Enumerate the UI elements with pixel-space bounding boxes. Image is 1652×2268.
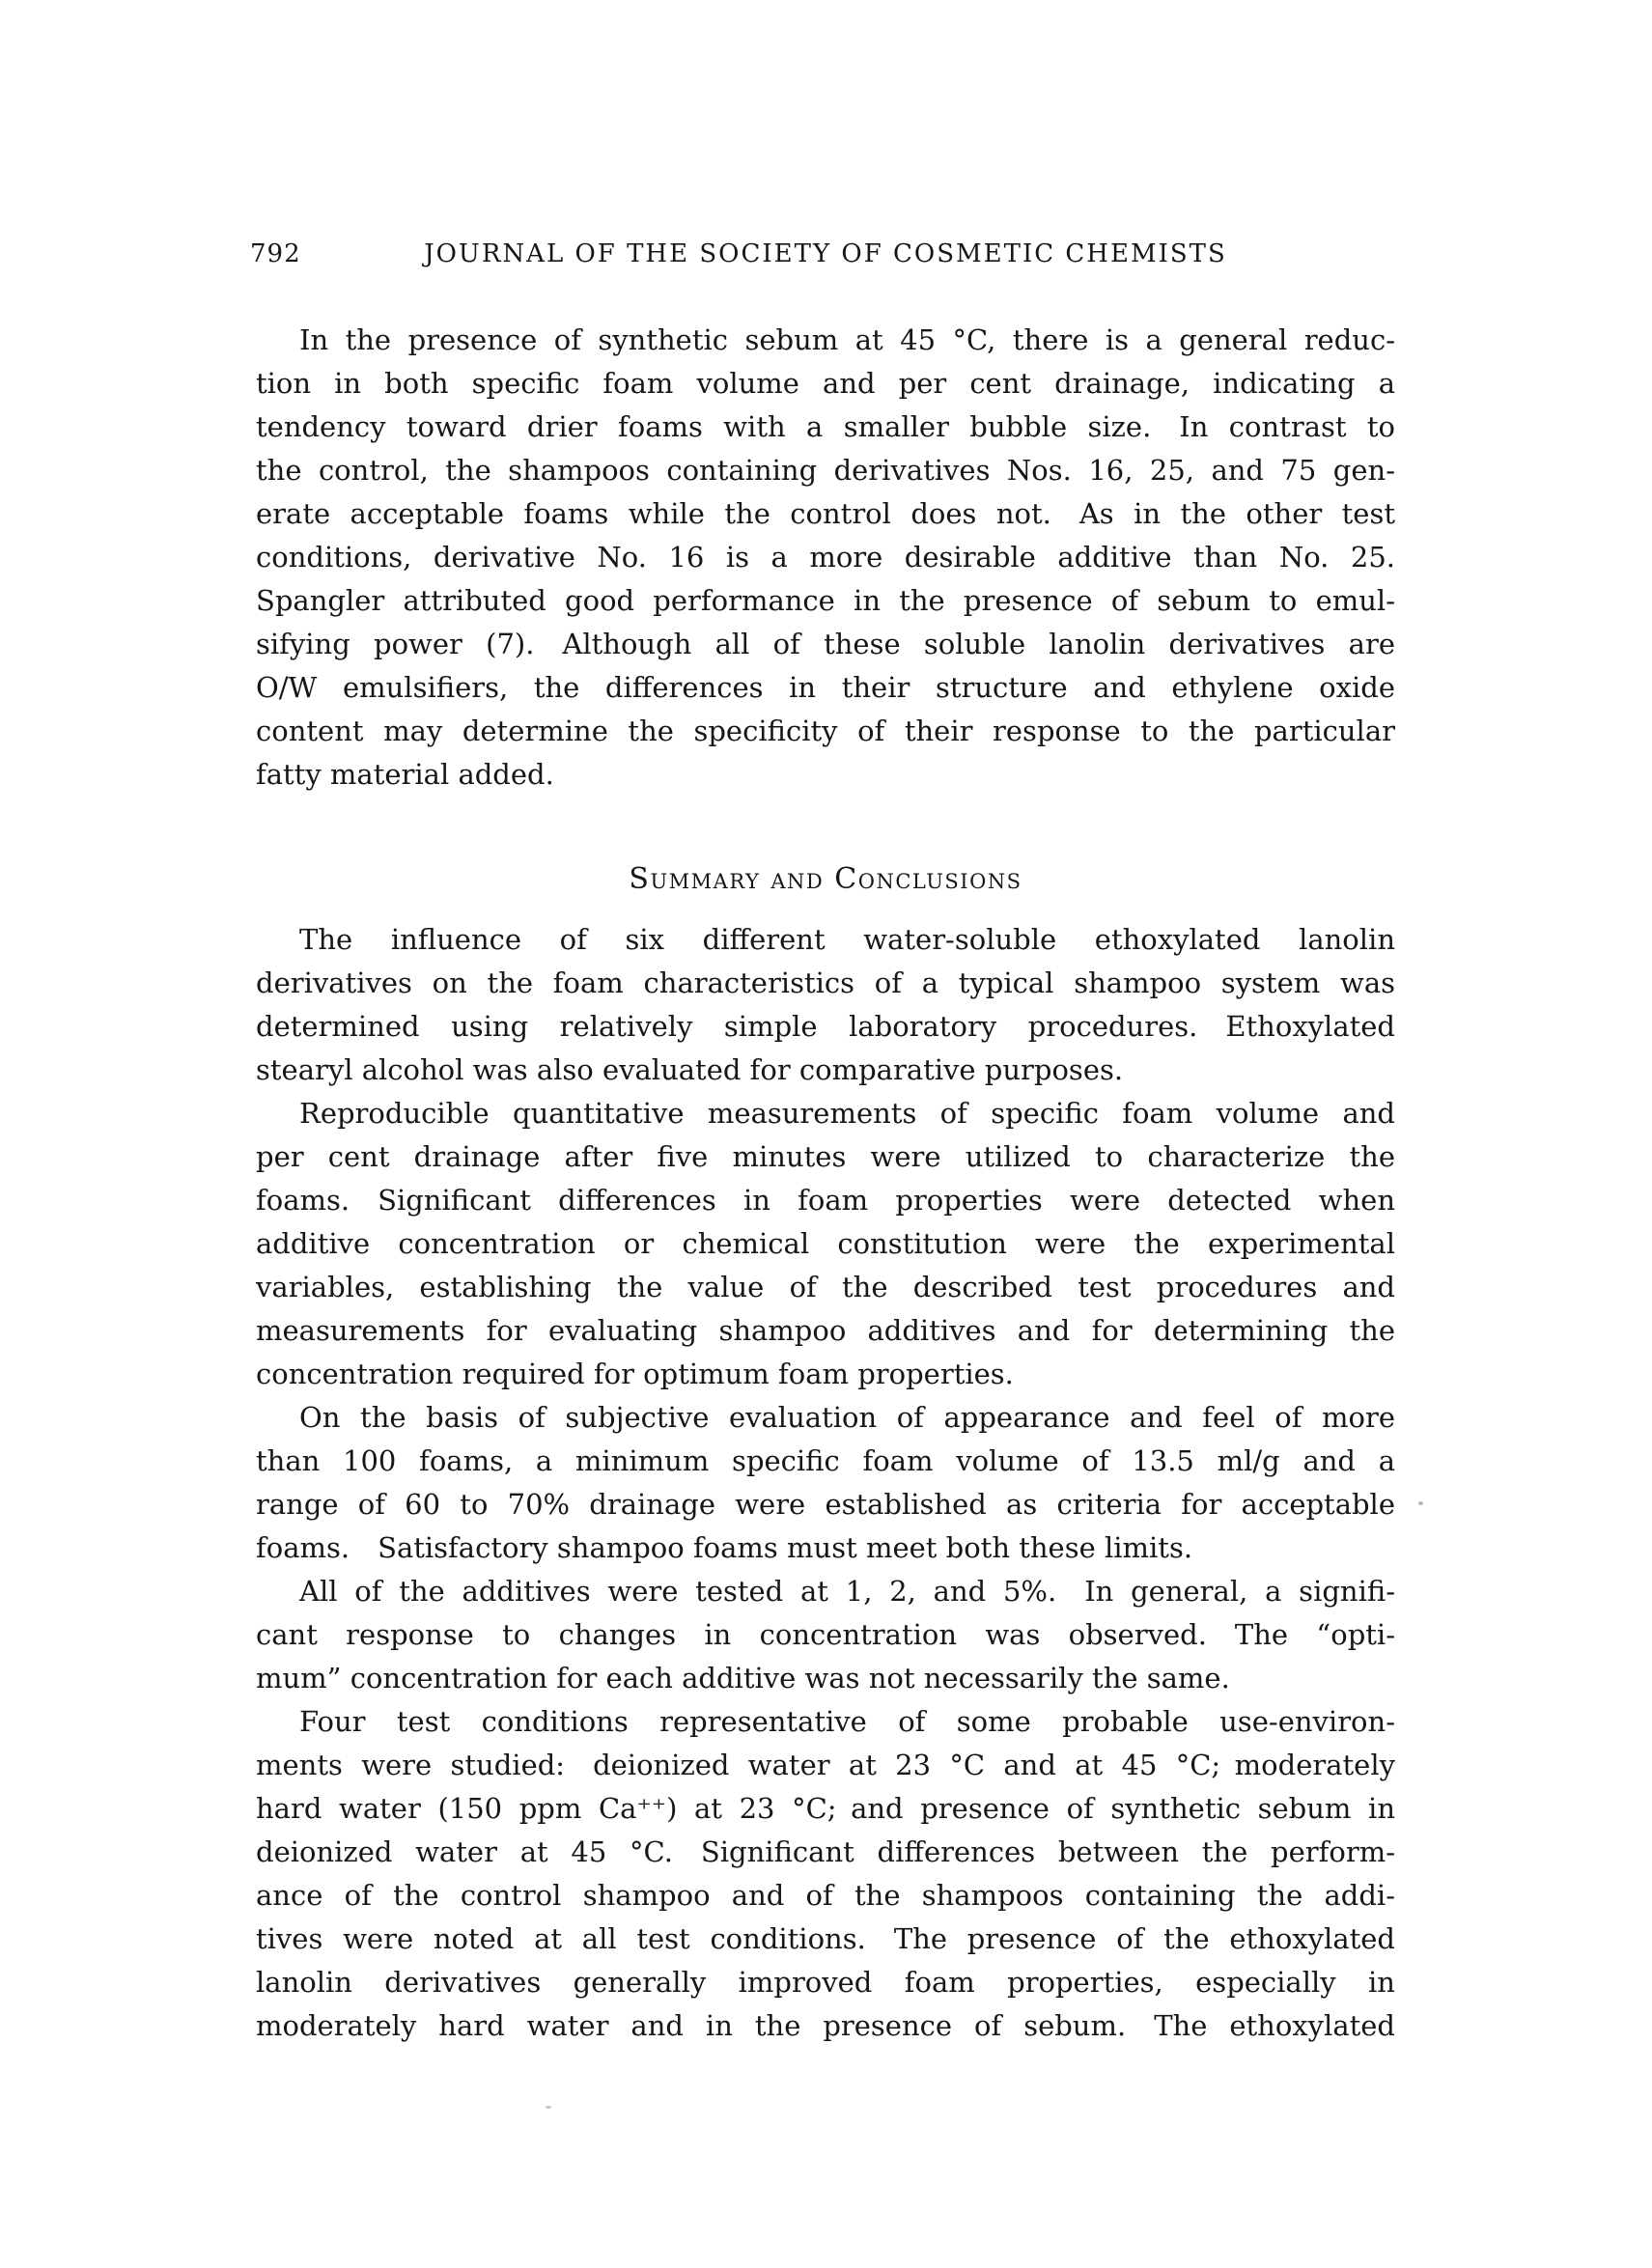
page-header: [250, 233, 1395, 275]
section-heading: Summary and Conclusions: [629, 862, 1022, 896]
scan-artifact-dot: [546, 2106, 551, 2109]
text-line: than 100 foams, a minimum specific foam volume of 13.5 ml/g and a: [256, 1444, 1395, 1477]
text-line: On the basis of subjective evaluation of appearance and feel of more: [299, 1401, 1395, 1434]
text-line: content may determine the specificity of their response to the particular: [256, 714, 1395, 747]
text-line: The influence of six different water-soluble ethoxylated lanolin: [299, 923, 1395, 956]
text-line: All of the additives were tested at 1, 2, and 5%. In general, a signifi-: [299, 1575, 1395, 1608]
paragraph-1: [256, 319, 1395, 797]
text-line: ance of the control shampoo and of the shampoos containing the addi-: [256, 1879, 1395, 1912]
text-line: In the presence of synthetic sebum at 45 °C, there is a general reduc-: [299, 323, 1395, 356]
text-line: determined using relatively simple laboratory procedures. Ethoxylated: [256, 1010, 1395, 1043]
text-line: erate acceptable foams while the control does not. As in the other test: [256, 497, 1395, 530]
text-line: stearyl alcohol was also evaluated for comparative purposes.: [256, 1053, 1124, 1086]
body-text: [256, 918, 1395, 2048]
text-line: sifying power (7). Although all of these soluble lanolin derivatives are: [256, 628, 1395, 660]
text-line: fatty material added.: [256, 758, 554, 791]
text-line: moderately hard water and in the presence of sebum. The ethoxylated: [256, 2009, 1395, 2042]
paragraph-4: [256, 1396, 1395, 1570]
text-line: range of 60 to 70% drainage were established as criteria for acceptable: [256, 1488, 1395, 1521]
paragraph-2: [256, 918, 1395, 1092]
journal-title: JOURNAL OF THE SOCIETY OF COSMETIC CHEMISTS: [424, 239, 1227, 268]
text-line: foams. Significant differences in foam properties were detected when: [256, 1184, 1395, 1217]
paragraph-5: [256, 1570, 1395, 1700]
text-line: deionized water at 45 °C. Significant differences between the perform-: [256, 1835, 1395, 1868]
paragraph-3: [256, 1092, 1395, 1396]
text-line: cant response to changes in concentration was observed. The “opti-: [256, 1618, 1395, 1651]
text-line: mum” concentration for each additive was not necessarily the same.: [256, 1662, 1230, 1694]
text-line: Reproducible quantitative measurements of specific foam volume and: [299, 1097, 1395, 1130]
text-line: lanolin derivatives generally improved foam properties, especially in: [256, 1966, 1395, 1999]
text-line: concentration required for optimum foam properties.: [256, 1358, 1014, 1390]
text-line: foams. Satisfactory shampoo foams must meet both these limits.: [256, 1531, 1193, 1564]
text-line: per cent drainage after five minutes were utilized to characterize the: [256, 1140, 1395, 1173]
text-line: tion in both specific foam volume and per cent drainage, indicating a: [256, 367, 1395, 400]
text-line: hard water (150 ppm Ca⁺⁺) at 23 °C; and presence of synthetic sebum in: [256, 1792, 1395, 1825]
text-line: tendency toward drier foams with a smaller bubble size. In contrast to: [256, 410, 1395, 443]
text-line: tives were noted at all test conditions. The presence of the ethoxylated: [256, 1922, 1395, 1955]
text-line: Four test conditions representative of some probable use-environ-: [299, 1705, 1395, 1738]
text-line: conditions, derivative No. 16 is a more desirable additive than No. 25.: [256, 541, 1395, 574]
text-line: Spangler attributed good performance in the presence of sebum to emul-: [256, 584, 1395, 617]
text-line: additive concentration or chemical constitution were the experimental: [256, 1227, 1395, 1260]
text-line: derivatives on the foam characteristics of a typical shampoo system was: [256, 966, 1395, 999]
text-line: variables, establishing the value of the described test procedures and: [256, 1271, 1395, 1303]
page-number: 792: [250, 239, 301, 268]
text-line: measurements for evaluating shampoo additives and for determining the: [256, 1314, 1395, 1347]
text-line: ments were studied: deionized water at 23 °C and at 45 °C; moderately: [256, 1749, 1395, 1781]
paragraph-6: [256, 1700, 1395, 2048]
text-line: the control, the shampoos containing derivatives Nos. 16, 25, and 75 gen-: [256, 454, 1395, 487]
scan-artifact-dot: [1418, 1501, 1423, 1505]
text-line: O/W emulsifiers, the differences in their structure and ethylene oxide: [256, 671, 1395, 704]
